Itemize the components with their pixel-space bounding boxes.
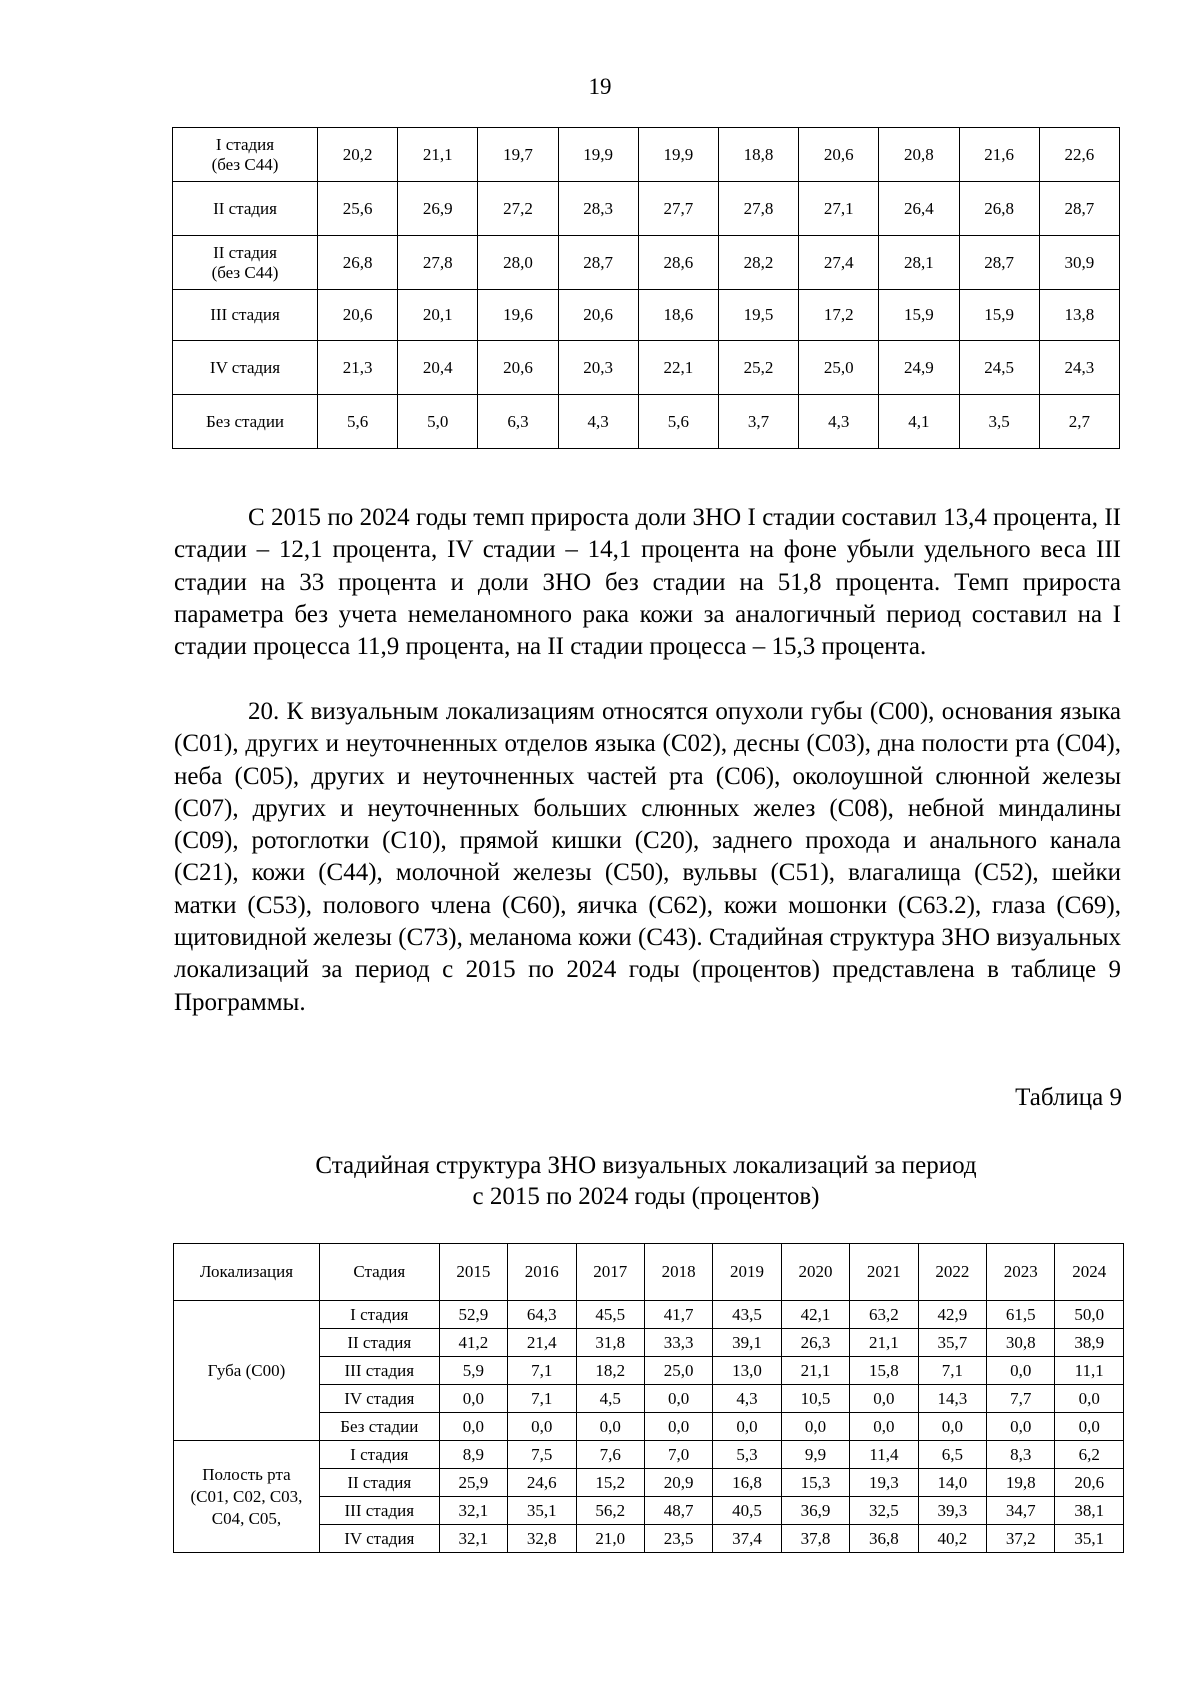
table-cell: 27,2: [478, 182, 558, 236]
stage-table-continued: [172, 127, 1120, 449]
stage-cell: I стадия: [319, 1301, 439, 1329]
table-cell: 20,2: [318, 128, 398, 182]
table-cell: 21,1: [850, 1329, 918, 1357]
table-row: [173, 236, 1120, 290]
table-cell: 21,4: [508, 1329, 576, 1357]
table-9: [173, 1243, 1124, 1553]
paragraph-visual-localizations-text: 20. К визуальным локализациям относятся опухоли губы (С00), основания языка (С01), других и неуточненных отделов языка (С02), десны (С03), дна полости рта (С04), неба (С05), других и неуточненных частей рта (С06), околоушной слюнной железы (С07), других и неуточненных больших слюнных желез (С08), небной миндалины (С09), ротоглотки (С10), прямой кишки (С20), заднего прохода и анального канала (С21), кожи (С44), молочной железы (С50), вульвы (С51), влагалища (С52), шейки матки (С53), полового члена (С60), яичка (С62), кожи мошонки (С63.2), глаза (С69), щитовидной железы (С73), меланома кожи (С43). Стадийная структура ЗНО визуальных локализаций за период с 2015 по 2024 годы (процентов) представлена в таблице 9 Программы.: [174, 698, 1121, 1016]
table-row: [173, 395, 1120, 449]
column-header: 2015: [439, 1244, 507, 1301]
table-cell: 6,5: [918, 1441, 986, 1469]
table-cell: 0,0: [644, 1385, 712, 1413]
table-cell: 24,9: [879, 341, 959, 395]
column-header: 2018: [644, 1244, 712, 1301]
table-cell: 26,4: [879, 182, 959, 236]
table-cell: 30,8: [987, 1329, 1055, 1357]
table-cell: 25,6: [318, 182, 398, 236]
table-cell: 41,2: [439, 1329, 507, 1357]
table-cell: 28,1: [879, 236, 959, 290]
table-cell: 4,1: [879, 395, 959, 449]
table-cell: 21,1: [781, 1357, 849, 1385]
table-cell: 19,3: [850, 1469, 918, 1497]
table-cell: 5,6: [318, 395, 398, 449]
table-row: [174, 1441, 1124, 1469]
table-cell: 17,2: [799, 290, 879, 341]
table-cell: 40,2: [918, 1525, 986, 1553]
localization-cell: [174, 1301, 320, 1441]
stage-cell: II стадия: [319, 1469, 439, 1497]
table-cell: 4,3: [799, 395, 879, 449]
stage-cell: Без стадии: [319, 1413, 439, 1441]
localization-line: Полость рта: [202, 1464, 291, 1484]
table-cell: 36,9: [781, 1497, 849, 1525]
table-cell: 6,3: [478, 395, 558, 449]
table-cell: 63,2: [850, 1301, 918, 1329]
table-cell: 38,9: [1055, 1329, 1124, 1357]
table-cell: 0,0: [850, 1385, 918, 1413]
table-cell: 9,9: [781, 1441, 849, 1469]
column-header: Стадия: [319, 1244, 439, 1301]
table-cell: 32,5: [850, 1497, 918, 1525]
table-cell: 25,9: [439, 1469, 507, 1497]
table-cell: 0,0: [781, 1413, 849, 1441]
row-label-line: II стадия: [213, 242, 277, 262]
table-cell: 0,0: [508, 1413, 576, 1441]
table-cell: 0,0: [918, 1413, 986, 1441]
table-cell: 3,5: [959, 395, 1039, 449]
column-header: 2016: [508, 1244, 576, 1301]
row-label-line: I стадия: [215, 134, 275, 154]
table-row: [173, 341, 1120, 395]
table-cell: 50,0: [1055, 1301, 1124, 1329]
table-cell: 52,9: [439, 1301, 507, 1329]
table-cell: 7,1: [918, 1357, 986, 1385]
stage-cell: I стадия: [319, 1441, 439, 1469]
table-cell: 5,0: [398, 395, 478, 449]
table-cell: 28,2: [718, 236, 798, 290]
table-9-caption-line1: Стадийная структура ЗНО визуальных локализаций за период: [315, 1152, 977, 1179]
table-cell: 28,7: [1039, 182, 1119, 236]
localization-line: С04, С05,: [211, 1508, 282, 1528]
paragraph-visual-localizations: [174, 696, 1121, 1019]
table-cell: 21,1: [398, 128, 478, 182]
table-cell: 61,5: [987, 1301, 1055, 1329]
table-cell: 10,5: [781, 1385, 849, 1413]
table-cell: 26,3: [781, 1329, 849, 1357]
row-label: [173, 236, 318, 290]
table-cell: 0,0: [439, 1413, 507, 1441]
table-cell: 30,9: [1039, 236, 1119, 290]
stage-cell: III стадия: [319, 1357, 439, 1385]
table-cell: 15,9: [959, 290, 1039, 341]
table-cell: 20,8: [879, 128, 959, 182]
table-cell: 22,1: [638, 341, 718, 395]
localization-line: Губа (С00): [207, 1360, 286, 1380]
table-cell: 42,9: [918, 1301, 986, 1329]
table-cell: 11,4: [850, 1441, 918, 1469]
table-cell: 32,8: [508, 1525, 576, 1553]
table-cell: 4,5: [576, 1385, 644, 1413]
column-header: 2022: [918, 1244, 986, 1301]
table-cell: 24,5: [959, 341, 1039, 395]
table-row: [173, 290, 1120, 341]
table-cell: 19,9: [558, 128, 638, 182]
column-header: 2024: [1055, 1244, 1124, 1301]
table-cell: 2,7: [1039, 395, 1119, 449]
table-cell: 27,8: [398, 236, 478, 290]
table-9-caption: [172, 1150, 1120, 1212]
table-cell: 0,0: [439, 1385, 507, 1413]
table-cell: 4,3: [558, 395, 638, 449]
table-cell: 14,0: [918, 1469, 986, 1497]
table-cell: 36,8: [850, 1525, 918, 1553]
column-header: 2019: [713, 1244, 781, 1301]
table-cell: 27,7: [638, 182, 718, 236]
table-row: [173, 128, 1120, 182]
table-cell: 5,3: [713, 1441, 781, 1469]
row-label-line: II стадия: [213, 198, 277, 218]
table-cell: 28,3: [558, 182, 638, 236]
row-label-line: III стадия: [210, 305, 280, 324]
table-cell: 6,2: [1055, 1441, 1124, 1469]
localization-cell: [174, 1441, 320, 1553]
table-cell: 19,9: [638, 128, 718, 182]
table-cell: 19,8: [987, 1469, 1055, 1497]
table-cell: 34,7: [987, 1497, 1055, 1525]
table-cell: 27,1: [799, 182, 879, 236]
table-cell: 28,6: [638, 236, 718, 290]
table-cell: 28,7: [959, 236, 1039, 290]
table-cell: 8,3: [987, 1441, 1055, 1469]
paragraph-growth-rates: [174, 502, 1121, 663]
table-cell: 19,7: [478, 128, 558, 182]
table-cell: 56,2: [576, 1497, 644, 1525]
table-cell: 32,1: [439, 1497, 507, 1525]
table-cell: 20,4: [398, 341, 478, 395]
table-cell: 18,2: [576, 1357, 644, 1385]
table-cell: 31,8: [576, 1329, 644, 1357]
table-cell: 23,5: [644, 1525, 712, 1553]
table-cell: 16,8: [713, 1469, 781, 1497]
row-label-line: (без С44): [211, 262, 279, 282]
table-cell: 0,0: [576, 1413, 644, 1441]
table-cell: 40,5: [713, 1497, 781, 1525]
table-cell: 5,6: [638, 395, 718, 449]
table-cell: 15,8: [850, 1357, 918, 1385]
table-cell: 0,0: [644, 1413, 712, 1441]
table-cell: 13,0: [713, 1357, 781, 1385]
table-cell: 26,8: [318, 236, 398, 290]
table-cell: 32,1: [439, 1525, 507, 1553]
table-cell: 20,6: [478, 341, 558, 395]
table-cell: 7,1: [508, 1357, 576, 1385]
table-9-label: Таблица 9: [1015, 1084, 1122, 1111]
column-header: 2020: [781, 1244, 849, 1301]
table-cell: 48,7: [644, 1497, 712, 1525]
table-cell: 0,0: [987, 1357, 1055, 1385]
table-cell: 42,1: [781, 1301, 849, 1329]
table-cell: 33,3: [644, 1329, 712, 1357]
table-cell: 35,7: [918, 1329, 986, 1357]
table-row: [173, 182, 1120, 236]
table-cell: 41,7: [644, 1301, 712, 1329]
table-cell: 21,3: [318, 341, 398, 395]
table-cell: 21,0: [576, 1525, 644, 1553]
table-cell: 64,3: [508, 1301, 576, 1329]
table-cell: 15,9: [879, 290, 959, 341]
table-cell: 37,2: [987, 1525, 1055, 1553]
localization-line: (С01, С02, С03,: [190, 1486, 303, 1506]
table-cell: 45,5: [576, 1301, 644, 1329]
table-cell: 24,6: [508, 1469, 576, 1497]
row-label: [173, 182, 318, 236]
stage-cell: III стадия: [319, 1497, 439, 1525]
stage-cell: IV стадия: [319, 1525, 439, 1553]
table-cell: 0,0: [850, 1413, 918, 1441]
row-label-line: Без стадии: [205, 411, 285, 431]
table-cell: 24,3: [1039, 341, 1119, 395]
table-cell: 21,6: [959, 128, 1039, 182]
row-label: [173, 290, 318, 341]
table-cell: 18,6: [638, 290, 718, 341]
row-label: [173, 395, 318, 449]
table-9-caption-line2: с 2015 по 2024 годы (процентов): [472, 1183, 820, 1210]
table-cell: 11,1: [1055, 1357, 1124, 1385]
table-cell: 25,0: [644, 1357, 712, 1385]
table-cell: 26,9: [398, 182, 478, 236]
table-cell: 18,8: [718, 128, 798, 182]
stage-cell: IV стадия: [319, 1385, 439, 1413]
table-cell: 28,0: [478, 236, 558, 290]
table-cell: 3,7: [718, 395, 798, 449]
table-cell: 37,4: [713, 1525, 781, 1553]
table-cell: 39,1: [713, 1329, 781, 1357]
table-cell: 35,1: [508, 1497, 576, 1525]
table-cell: 20,6: [318, 290, 398, 341]
table-cell: 25,0: [799, 341, 879, 395]
row-label: [173, 128, 318, 182]
table-cell: 35,1: [1055, 1525, 1124, 1553]
column-header: 2023: [987, 1244, 1055, 1301]
paragraph-growth-rates-text: С 2015 по 2024 годы темп прироста доли ЗНО I стадии составил 13,4 процента, II стадии – 12,1 процента, IV стадии – 14,1 процента на фоне убыли удельного веса III стадии на 33 процента и доли ЗНО без стадии на 51,8 процента. Темп прироста параметра без учета немеланомного рака кожи за аналогичный период составил на I стадии процесса 11,9 процента, на II стадии процесса – 15,3 процента.: [174, 504, 1121, 661]
table-cell: 43,5: [713, 1301, 781, 1329]
table-cell: 15,2: [576, 1469, 644, 1497]
table-cell: 14,3: [918, 1385, 986, 1413]
table-cell: 15,3: [781, 1469, 849, 1497]
table-cell: 5,9: [439, 1357, 507, 1385]
row-label-line: IV стадия: [209, 357, 281, 377]
table-cell: 20,1: [398, 290, 478, 341]
row-label: [173, 341, 318, 395]
table-cell: 7,5: [508, 1441, 576, 1469]
table-row: [174, 1301, 1124, 1329]
table-cell: 0,0: [1055, 1413, 1124, 1441]
column-header: 2017: [576, 1244, 644, 1301]
column-header: Локализация: [174, 1244, 320, 1301]
table-cell: 20,6: [1055, 1469, 1124, 1497]
table-cell: 26,8: [959, 182, 1039, 236]
table-cell: 7,1: [508, 1385, 576, 1413]
table-cell: 20,6: [799, 128, 879, 182]
table-cell: 39,3: [918, 1497, 986, 1525]
page-number: 19: [588, 74, 612, 99]
stage-cell: II стадия: [319, 1329, 439, 1357]
table-cell: 19,6: [478, 290, 558, 341]
table-cell: 38,1: [1055, 1497, 1124, 1525]
table-cell: 7,6: [576, 1441, 644, 1469]
table-cell: 28,7: [558, 236, 638, 290]
table-cell: 22,6: [1039, 128, 1119, 182]
table-cell: 27,8: [718, 182, 798, 236]
table-cell: 0,0: [713, 1413, 781, 1441]
table-cell: 19,5: [718, 290, 798, 341]
table-cell: 20,6: [558, 290, 638, 341]
table-cell: 7,0: [644, 1441, 712, 1469]
row-label-line: (без С44): [211, 154, 279, 174]
table-cell: 20,9: [644, 1469, 712, 1497]
table-cell: 4,3: [713, 1385, 781, 1413]
table-cell: 27,4: [799, 236, 879, 290]
table-cell: 13,8: [1039, 290, 1119, 341]
table-cell: 8,9: [439, 1441, 507, 1469]
table-cell: 37,8: [781, 1525, 849, 1553]
table-cell: 0,0: [1055, 1385, 1124, 1413]
table-cell: 20,3: [558, 341, 638, 395]
table-cell: 25,2: [718, 341, 798, 395]
table-cell: 0,0: [987, 1413, 1055, 1441]
column-header: 2021: [850, 1244, 918, 1301]
table-cell: 7,7: [987, 1385, 1055, 1413]
